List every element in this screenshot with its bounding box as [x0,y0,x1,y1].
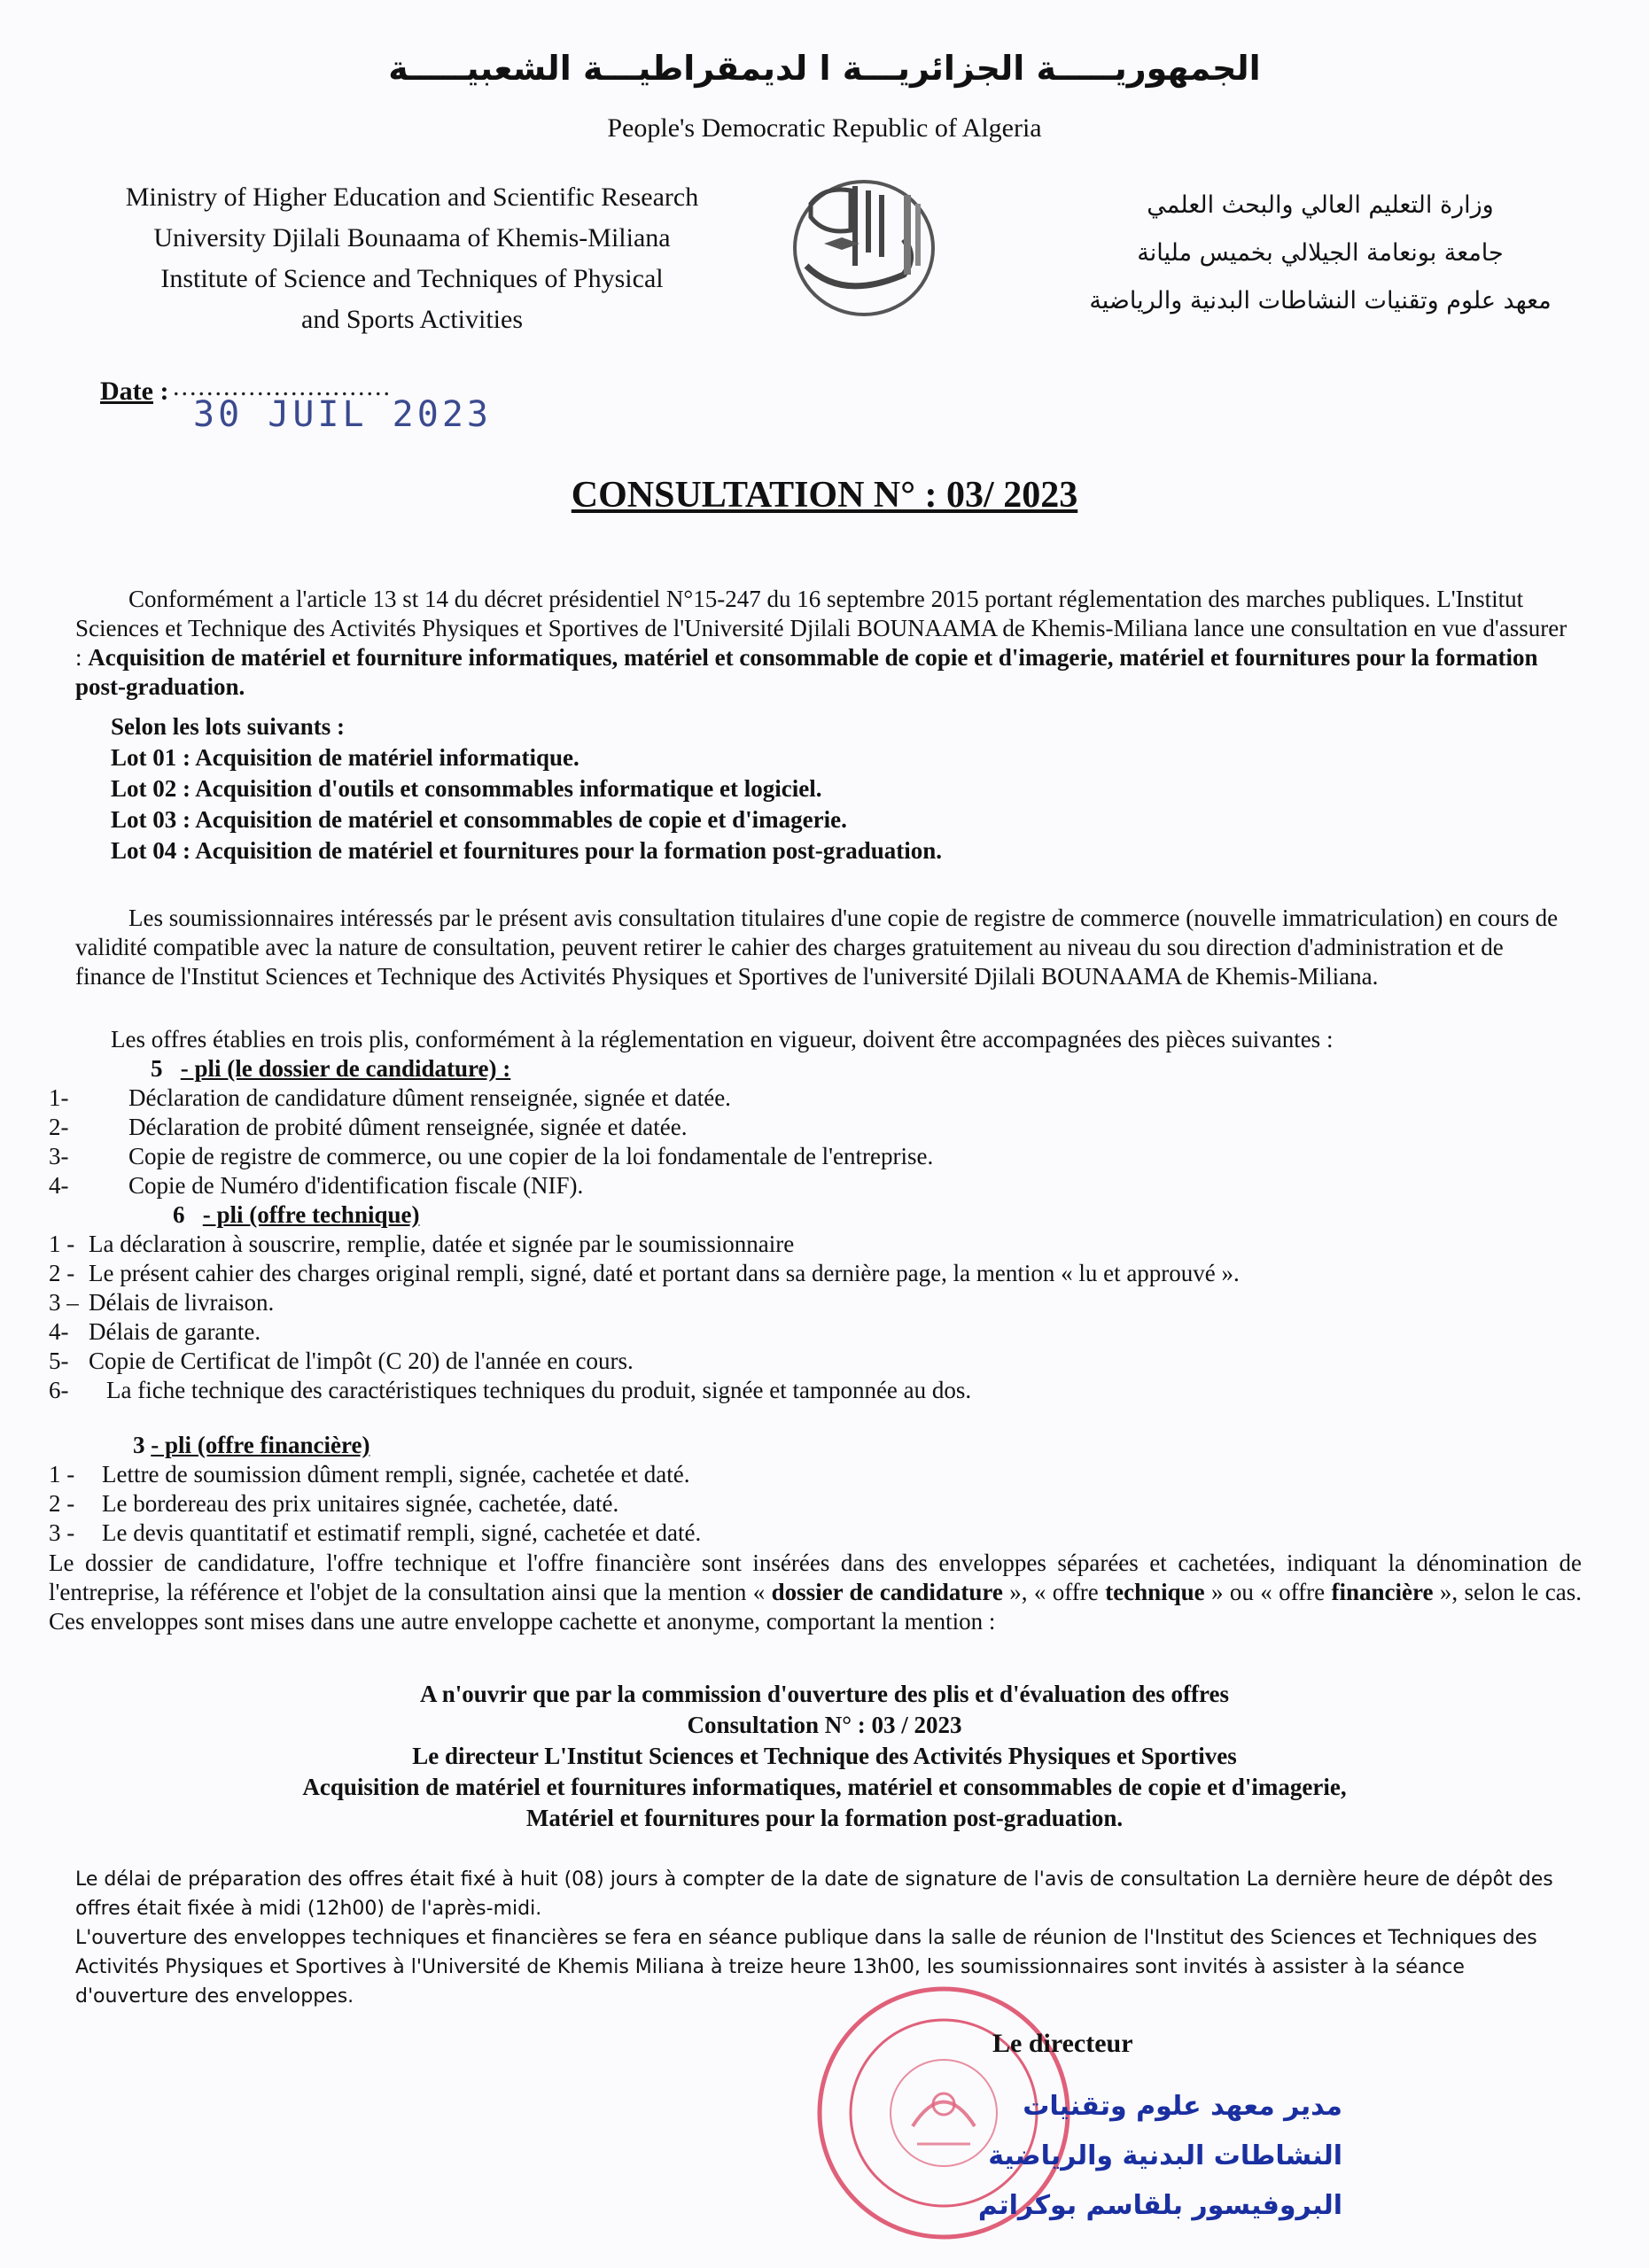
director-signature [970,2082,1342,2241]
institution-header-left [53,177,771,340]
list-item: 5- Copie de Certificat de l'impôt (C 20) de l'année en cours. [49,1348,634,1374]
university-logo [771,168,957,328]
mention-line: A n'ouvrir que par la commission d'ouverture des plis et d'évaluation des offres [419,1681,1230,1707]
mention-line: Consultation N° : 03 / 2023 [687,1712,962,1738]
date-dots: .......................... [173,372,392,401]
offers-paragraph: Les offres établies en trois plis, conformément à la réglementation en vigueur, doivent être accompagnées des pièces suivantes : [111,1026,1334,1052]
mention-line: Acquisition de matériel et fournitures informatiques, matériel et consommables de copie et d'imagerie, [302,1774,1347,1800]
lot-item: Lot 04 : Acquisition de matériel et fournitures pour la formation post-graduation. [111,837,942,864]
date-label: Date : [100,377,169,406]
list-item: 2- Déclaration de probité dûment renseignée, signée et datée. [49,1114,688,1140]
institute-line-2: and Sports Activities [301,305,523,334]
institution-header-right [1072,182,1568,325]
signature-line: النشاطات البدنية والرياضية [988,2140,1342,2171]
list-item: 1 - La déclaration à souscrire, remplie, datée et signée par le soumissionnaire [49,1231,795,1257]
list-item: 3- Copie de registre de commerce, ou une copier de la loi fondamentale de l'entreprise. [49,1143,934,1169]
signature-line: مدير معهد علوم وتقنيات [1023,2091,1342,2122]
list-item: 4- Délais de garante. [49,1318,261,1345]
university-line: University Djilali Bounaama of Khemis-Miliana [153,223,671,252]
list-item: 4- Copie de Numéro d'identification fiscale (NIF). [49,1172,584,1199]
institute-line-1: Institute of Science and Techniques of Physical [160,264,664,293]
list-item: 1- Déclaration de candidature dûment renseignée, signée et datée. [49,1084,731,1111]
consultation-title: CONSULTATION N° : 03/ 2023 [571,475,1078,516]
list-item: 6- La fiche technique des caractéristiques techniques du produit, signée et tamponnée au dos. [49,1377,972,1403]
university-line-arabic: جامعة بونعامة الجيلالي بخميس مليانة [1137,239,1504,267]
lot-item: Lot 01 : Acquisition de matériel informatique. [111,744,579,771]
pli-candidature-section [49,1054,933,1200]
list-item: 3 - Le devis quantitatif et estimatif rempli, signé, cachetée et daté. [49,1519,702,1546]
mention-line: Matériel et fournitures pour la formation post-graduation. [525,1805,1124,1831]
pli-financiere-heading: 3 - pli (offre financière) [133,1432,370,1458]
pli-financiere-section [49,1431,701,1548]
director-title: Le directeur [992,2029,1133,2058]
pli-technique-section [49,1200,1240,1405]
pli-candidature-heading: 5 - pli (le dossier de candidature) : [151,1055,511,1082]
envelope-mention [0,1679,1649,1834]
ministry-line: Ministry of Higher Education and Scientific Research [125,183,699,212]
intro-paragraph: Conformément a l'article 13 st 14 du décret présidentiel N°15-247 du 16 septembre 2015 portant réglementation des marches publiques. L'Institut Sciences et Technique des Activités Physiques et Sportives de l'Université Djilali BOUNAAMA de Khemis-Miliana lance une consultation en vue d'assurer : Acquisition de matériel et fourniture informatiques, matériel et consommable de copie et d'imagerie, matériel et fournitures pour la formation post-graduation. [75,586,1567,700]
institute-line-arabic: معهد علوم وتقنيات النشاطات البدنية والرياضية [1089,287,1552,315]
list-item: 1 - Lettre de soumission dûment rempli, signée, cachetée et daté. [49,1461,690,1487]
list-item: 3 – Délais de livraison. [49,1289,275,1316]
mention-line: Le directeur L'Institut Sciences et Technique des Activités Physiques et Sportives [412,1743,1237,1769]
opening-note: L'ouverture des enveloppes techniques et financières se fera en séance publique dans la salle de réunion de l'Institut des Sciences et Techniques des Activités Physiques et Sportives à l'Université de Khemis Miliana à treize heure 13h00, les soumissionnaires sont invités à assister à la séance d'ouverture des enveloppes. [75,1927,1537,2008]
lot-item: Lot 03 : Acquisition de matériel et consommables de copie et d'imagerie. [111,806,847,833]
list-item: 2 - Le présent cahier des charges original rempli, signé, daté et portant dans sa dernière page, la mention « lu et approuvé ». [49,1260,1240,1286]
list-item: 2 - Le bordereau des prix unitaires signée, cachetée, daté. [49,1490,619,1517]
lots-heading: Selon les lots suivants : [111,713,346,740]
pli-technique-heading: 6 - pli (offre technique) [173,1201,420,1228]
deadline-note: Le délai de préparation des offres était fixé à huit (08) jours à compter de la date de signature de l'avis de consultation La dernière heure de dépôt des offres était fixée à midi (12h00) de l'après-midi. [75,1868,1553,1920]
arabic-republic-heading: الجمهوريـــــة الجزائريـــة ا لديمقراطيـــة الشعبيـــــة [388,49,1261,88]
signature-line: البروفيسور بلقاسم بوكراتم [977,2190,1342,2221]
lot-item: Lot 02 : Acquisition d'outils et consommables informatique et logiciel. [111,775,822,802]
eligibility-paragraph: Les soumissionnaires intéressés par le présent avis consultation titulaires d'une copie de registre de commerce (nouvelle immatriculation) en cours de validité compatible avec la nature de consultation, peuvent retirer le cahier des charges gratuitement au niveau du sou direction d'administration et de finance de l'Institut Sciences et Technique des Activités Physiques et Sportives de l'université Djilali BOUNAAMA de Khemis-Miliana. [75,905,1559,990]
date-stamp: 30 JUIL 2023 [193,394,492,435]
envelopes-paragraph: Le dossier de candidature, l'offre technique et l'offre financière sont insérées dans des enveloppes séparées et cachetées, indiquant la dénomination de l'entreprise, la référence et l'objet de la consultation ainsi que la mention « dossier de candidature », « offre technique » ou « offre financière », selon le cas. Ces enveloppes sont mises dans une autre enveloppe cachette et anonyme, comportant la mention : [49,1550,1582,1635]
intro-object: Acquisition de matériel et fourniture informatiques, matériel et consommable de copie et d'imagerie, matériel et fournitures pour la formation post-graduation. [75,644,1538,700]
republic-heading: People's Democratic Republic of Algeria [607,113,1042,143]
ministry-line-arabic: وزارة التعليم العالي والبحث العلمي [1147,191,1494,219]
lots-list [111,711,942,866]
